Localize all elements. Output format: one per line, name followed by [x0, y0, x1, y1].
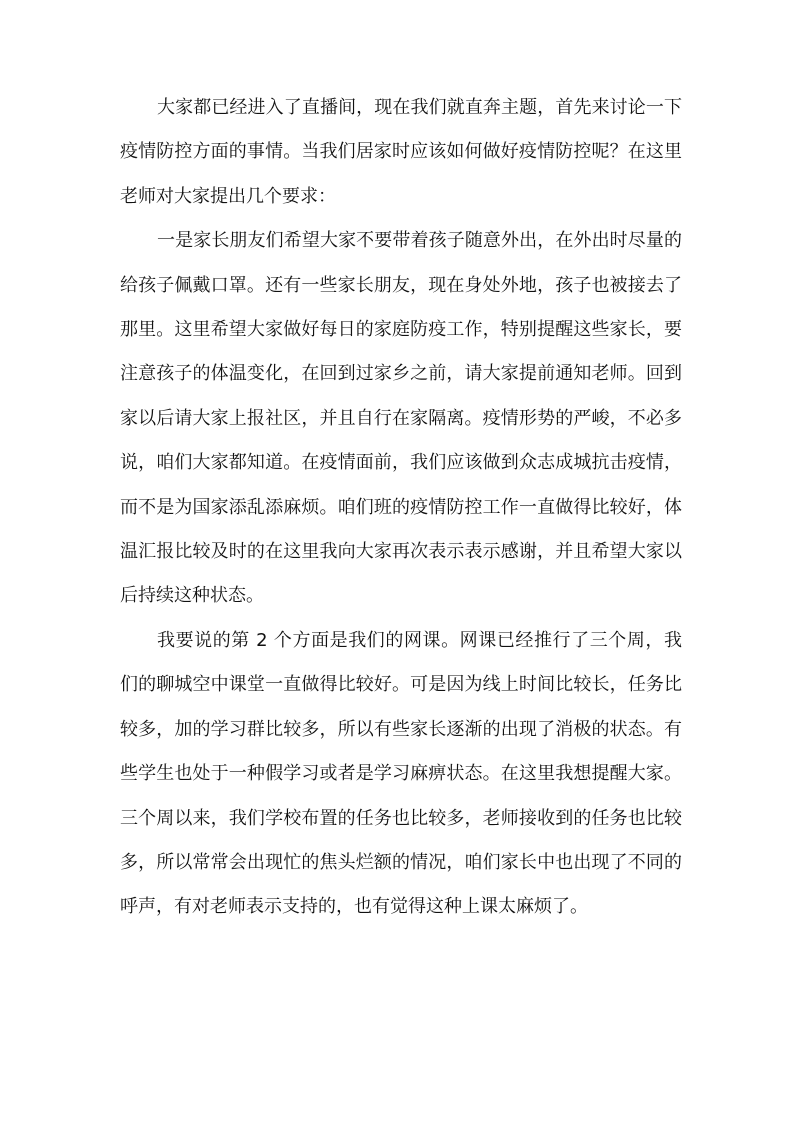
paragraph-online-classes: 我要说的第 2 个方面是我们的网课。网课已经推行了三个周，我们的聊城空中课堂一直做得比较好。可是因为线上时间比较长，任务比较多，加的学习群比较多，所以有些家长逐渐的出现了消极的状态。有些学生也处于一种假学习或者是学习麻痹状态。在这里我想提醒大家。三个周以来，我们学校布置的任务也比较多，老师接收到的任务也比较多，所以常常会出现忙的焦头烂额的情况，咱们家长中也出现了不同的呼声，有对老师表示支持的，也有觉得这种上课太麻烦了。 [120, 629, 682, 918]
paragraph-epidemic-intro: 大家都已经进入了直播间，现在我们就直奔主题，首先来讨论一下疫情防控方面的事情。当我们居家时应该如何做好疫情防控呢？在这里老师对大家提出几个要求： [120, 97, 682, 207]
paragraph-epidemic-requirements: 一是家长朋友们希望大家不要带着孩子随意外出，在外出时尽量的给孩子佩戴口罩。还有一些家长朋友，现在身处外地，孩子也被接去了那里。这里希望大家做好每日的家庭防疫工作，特别提醒这些家长，要注意孩子的体温变化，在回到过家乡之前，请大家提前通知老师。回到家以后请大家上报社区，并且自行在家隔离。疫情形势的严峻，不必多说，咱们大家都知道。在疫情面前，我们应该做到众志成城抗击疫情，而不是为国家添乱添麻烦。咱们班的疫情防控工作一直做得比较好，体温汇报比较及时的在这里我向大家再次表示表示感谢，并且希望大家以后持续这种状态。 [120, 230, 682, 607]
document-body [120, 86, 682, 930]
